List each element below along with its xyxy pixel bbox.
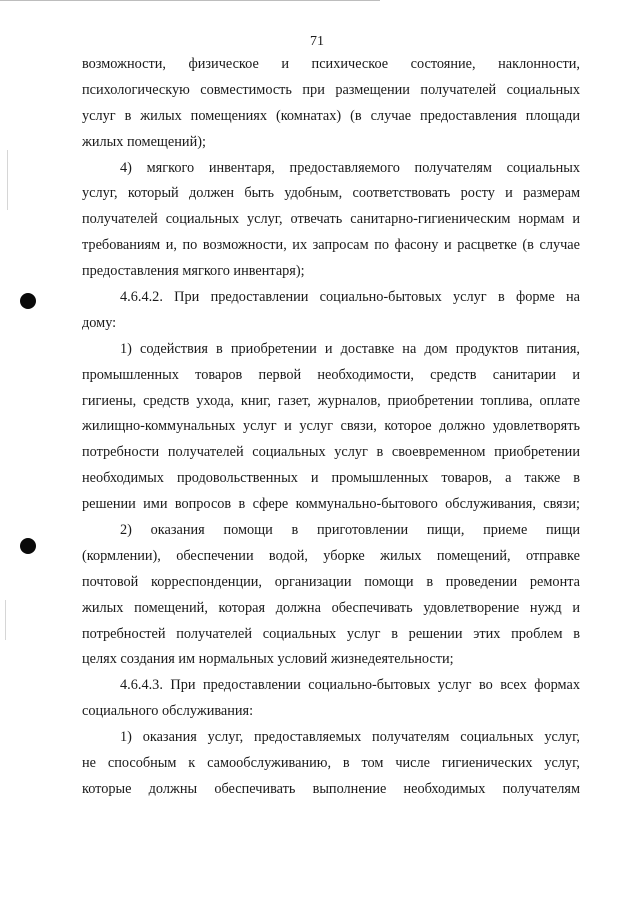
- text-line: жилых помещений);: [82, 133, 206, 150]
- text-line: которые должны обеспечивать выполнение необходимых получателям: [82, 780, 580, 797]
- page-number: 71: [310, 34, 324, 49]
- scan-top-rule: [0, 0, 380, 1]
- scan-artifact-mark: [5, 600, 6, 640]
- text-line: решении ими вопросов в сфере коммунально-бытового обслуживания, связи;: [82, 496, 580, 513]
- punch-hole-dot: [20, 293, 36, 309]
- text-line: потребностей получателей социальных услуг в решении этих проблем в: [82, 625, 580, 642]
- text-line: гигиены, средств ухода, книг, газет, журналов, приобретении топлива, оплате: [82, 392, 580, 409]
- document-body: [82, 52, 580, 803]
- text-line: психологическую совместимость при размещении получателей социальных: [82, 81, 580, 98]
- text-line: возможности, физическое и психическое состояние, наклонности,: [82, 56, 580, 72]
- text-line: 4.6.4.2. При предоставлении социально-бытовых услуг в форме на: [120, 289, 580, 306]
- text-line: почтовой корреспонденции, организации помощи в проведении ремонта: [82, 573, 580, 590]
- text-line: 4) мягкого инвентаря, предоставляемого получателям социальных: [120, 159, 580, 176]
- text-line: 4.6.4.3. При предоставлении социально-бытовых услуг во всех формах: [120, 677, 580, 694]
- text-line: не способным к самообслуживанию, в том числе гигиенических услуг,: [82, 755, 580, 772]
- text-line: предоставления мягкого инвентаря);: [82, 263, 305, 280]
- text-line: целях создания им нормальных условий жизнедеятельности;: [82, 651, 454, 668]
- text-line: 2) оказания помощи в приготовлении пищи, приеме пищи: [120, 522, 580, 539]
- text-line: 1) содействия в приобретении и доставке на дом продуктов питания,: [120, 340, 580, 357]
- punch-hole-dot: [20, 538, 36, 554]
- text-line: требованиям и, по возможности, их запросам по фасону и расцветке (в случае: [82, 237, 580, 254]
- text-line: получателей социальных услуг, отвечать санитарно-гигиеническим нормам и: [82, 211, 580, 228]
- text-line: дому:: [82, 314, 117, 331]
- text-line: услуг, который должен быть удобным, соответствовать росту и размерам: [82, 185, 580, 202]
- scan-artifact-mark: [7, 150, 8, 210]
- text-line: промышленных товаров первой необходимости, средств санитарии и: [82, 366, 580, 383]
- text-line: необходимых продовольственных и промышленных товаров, а также в: [82, 470, 580, 487]
- text-line: жилищно-коммунальных услуг и услуг связи, которое должно удовлетворять: [82, 418, 580, 435]
- text-line: (кормлении), обеспечении водой, уборке жилых помещений, отправке: [82, 547, 580, 564]
- text-line: потребности получателей социальных услуг в своевременном приобретении: [82, 444, 580, 461]
- text-line: жилых помещений, которая должна обеспечивать удовлетворение нужд и: [82, 599, 580, 616]
- text-line: 1) оказания услуг, предоставляемых получателям социальных услуг,: [120, 729, 580, 746]
- text-line: социального обслуживания:: [82, 703, 254, 720]
- text-line: услуг в жилых помещениях (комнатах) (в случае предоставления площади: [82, 107, 580, 124]
